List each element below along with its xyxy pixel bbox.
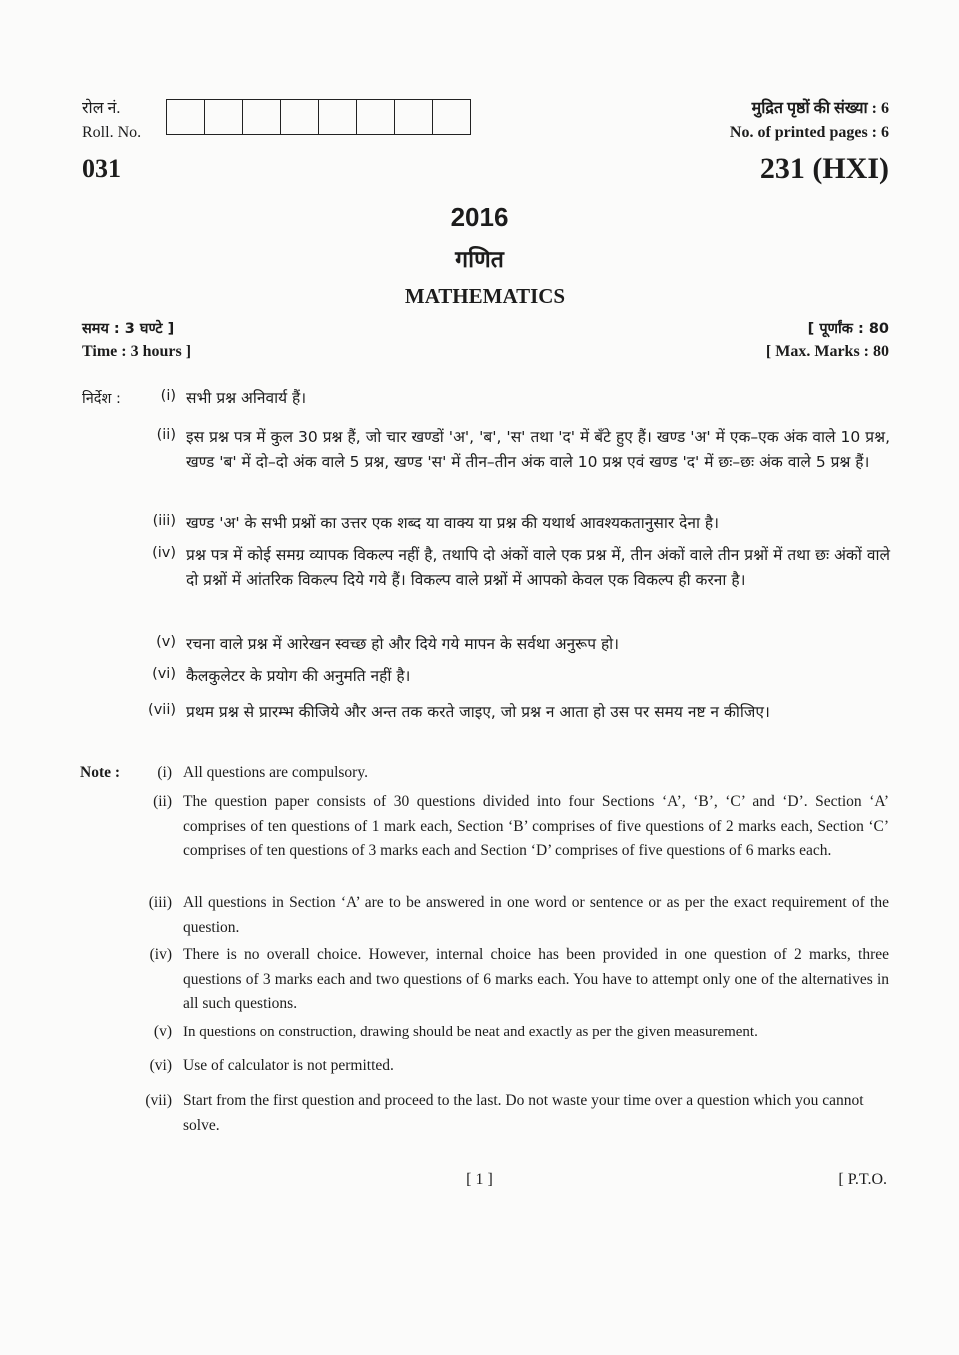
instruction-text: Use of calculator is not permitted. — [183, 1057, 394, 1074]
time-english: Time : 3 hours ] — [82, 343, 192, 360]
paper-code-left: 031 — [82, 154, 121, 183]
paper-code-right: 231 (HXI) — [759, 152, 889, 185]
max-marks-english: [ Max. Marks : 80 — [765, 343, 889, 360]
item-number: (vi) — [149, 1057, 172, 1074]
roll-label-english: Roll. No. — [82, 124, 142, 141]
item-number: (iv) — [149, 946, 172, 963]
roll-box[interactable] — [357, 100, 395, 134]
roll-box[interactable] — [205, 100, 243, 134]
instruction-text: The question paper consists of 30 questions divided into four Sections ‘A’, ‘B’, ‘C’ and ‘D’. Section ‘A’ comprises of ten questions of 1 mark each, Section ‘B’ comprises of five questions of 2 marks each, Section ‘C’ comprises of ten questions of 3 marks each and Section ‘D’ comprises of five questions of 6 marks each. — [183, 793, 889, 859]
printed-pages-hindi: मुद्रित पृष्ठों की संख्या : 6 — [751, 100, 889, 117]
item-number: (v) — [156, 634, 176, 650]
time-hindi: समय : 3 घण्टे ] — [82, 321, 175, 337]
roll-label-hindi: रोल नं. — [82, 100, 121, 117]
pto-marker: [ P.T.O. — [838, 1171, 887, 1188]
item-number: (v) — [153, 1023, 172, 1040]
item-number: (vii) — [148, 702, 176, 718]
instruction-text: सभी प्रश्न अनिवार्य हैं। — [186, 389, 307, 407]
roll-box[interactable] — [433, 100, 470, 134]
instruction-text: All questions are compulsory. — [183, 764, 368, 781]
roll-number-boxes[interactable] — [166, 99, 471, 135]
instruction-text: Start from the first question and proceed to the last. Do not waste your time over a question which you cannot solve. — [183, 1092, 864, 1134]
subject-hindi: गणित — [455, 247, 504, 273]
item-number: (ii) — [156, 427, 176, 443]
instruction-text: In questions on construction, drawing should be neat and exactly as per the given measurement. — [183, 1024, 758, 1040]
instruction-text: रचना वाले प्रश्न में आरेखन स्वच्छ हो और दिये गये मापन के सर्वथा अनुरूप हो। — [186, 635, 620, 653]
instruction-text: There is no overall choice. However, internal choice has been provided in one question of 2 marks, three questions of 3 marks each and two questions of 6 marks each. You have to attempt only one of the alternatives in all such questions. — [183, 946, 889, 1012]
roll-box[interactable] — [243, 100, 281, 134]
item-number: (vii) — [145, 1092, 172, 1109]
printed-pages-english: No. of printed pages : 6 — [729, 124, 889, 141]
instruction-text: इस प्रश्न पत्र में कुल 30 प्रश्न हैं, जो चार खण्डों 'अ', 'ब', 'स' तथा 'द' में बँटे हुए हैं। खण्ड 'अ' में एक–एक अंक वाले 10 प्रश्न, खण्ड 'ब' में दो–दो अंक वाले 5 प्रश्न, खण्ड 'स' में तीन–तीन अंक वाले 10 प्रश्न एवं खण्ड 'द' में छः–छः अंक वाले 5 प्रश्न हैं। — [186, 428, 890, 471]
exam-year: 2016 — [450, 202, 509, 232]
instruction-text: All questions in Section ‘A’ are to be answered in one word or sentence or as per the exact requirement of the question. — [183, 894, 889, 936]
roll-box[interactable] — [167, 100, 205, 134]
roll-box[interactable] — [395, 100, 433, 134]
item-number: (vi) — [152, 666, 176, 682]
item-number: (iii) — [152, 513, 176, 529]
notes-label-english: Note : — [80, 764, 121, 781]
roll-box[interactable] — [319, 100, 357, 134]
instruction-text: खण्ड 'अ' के सभी प्रश्नों का उत्तर एक शब्द या वाक्य या प्रश्न की यथार्थ आवश्यकतानुसार देना है। — [186, 514, 720, 532]
item-number: (i) — [157, 764, 172, 781]
item-number: (iv) — [152, 545, 176, 561]
item-number: (i) — [160, 388, 176, 404]
item-number: (iii) — [148, 894, 172, 911]
instruction-text: प्रश्न पत्र में कोई समग्र व्यापक विकल्प नहीं है, तथापि दो अंकों वाले एक प्रश्न में, तीन अंकों वाले तीन प्रश्नों में तथा छः अंकों वाले दो प्रश्नों में आंतरिक विकल्प दिये गये हैं। विकल्प वाले प्रश्नों में आपको केवल एक विकल्प ही करना है। — [186, 546, 890, 589]
item-number: (ii) — [153, 793, 172, 810]
instructions-label-hindi: निर्देश : — [82, 391, 121, 407]
page-number: [ 1 ] — [466, 1171, 493, 1188]
roll-box[interactable] — [281, 100, 319, 134]
subject-english: MATHEMATICS — [404, 284, 566, 308]
max-marks-hindi: [ पूर्णांक : 80 — [807, 321, 889, 337]
instruction-text: कैलकुलेटर के प्रयोग की अनुमति नहीं है। — [186, 667, 411, 685]
instruction-text: प्रथम प्रश्न से प्रारम्भ कीजिये और अन्त तक करते जाइए, जो प्रश्न न आता हो उस पर समय नष्ट न कीजिए। — [186, 703, 770, 721]
